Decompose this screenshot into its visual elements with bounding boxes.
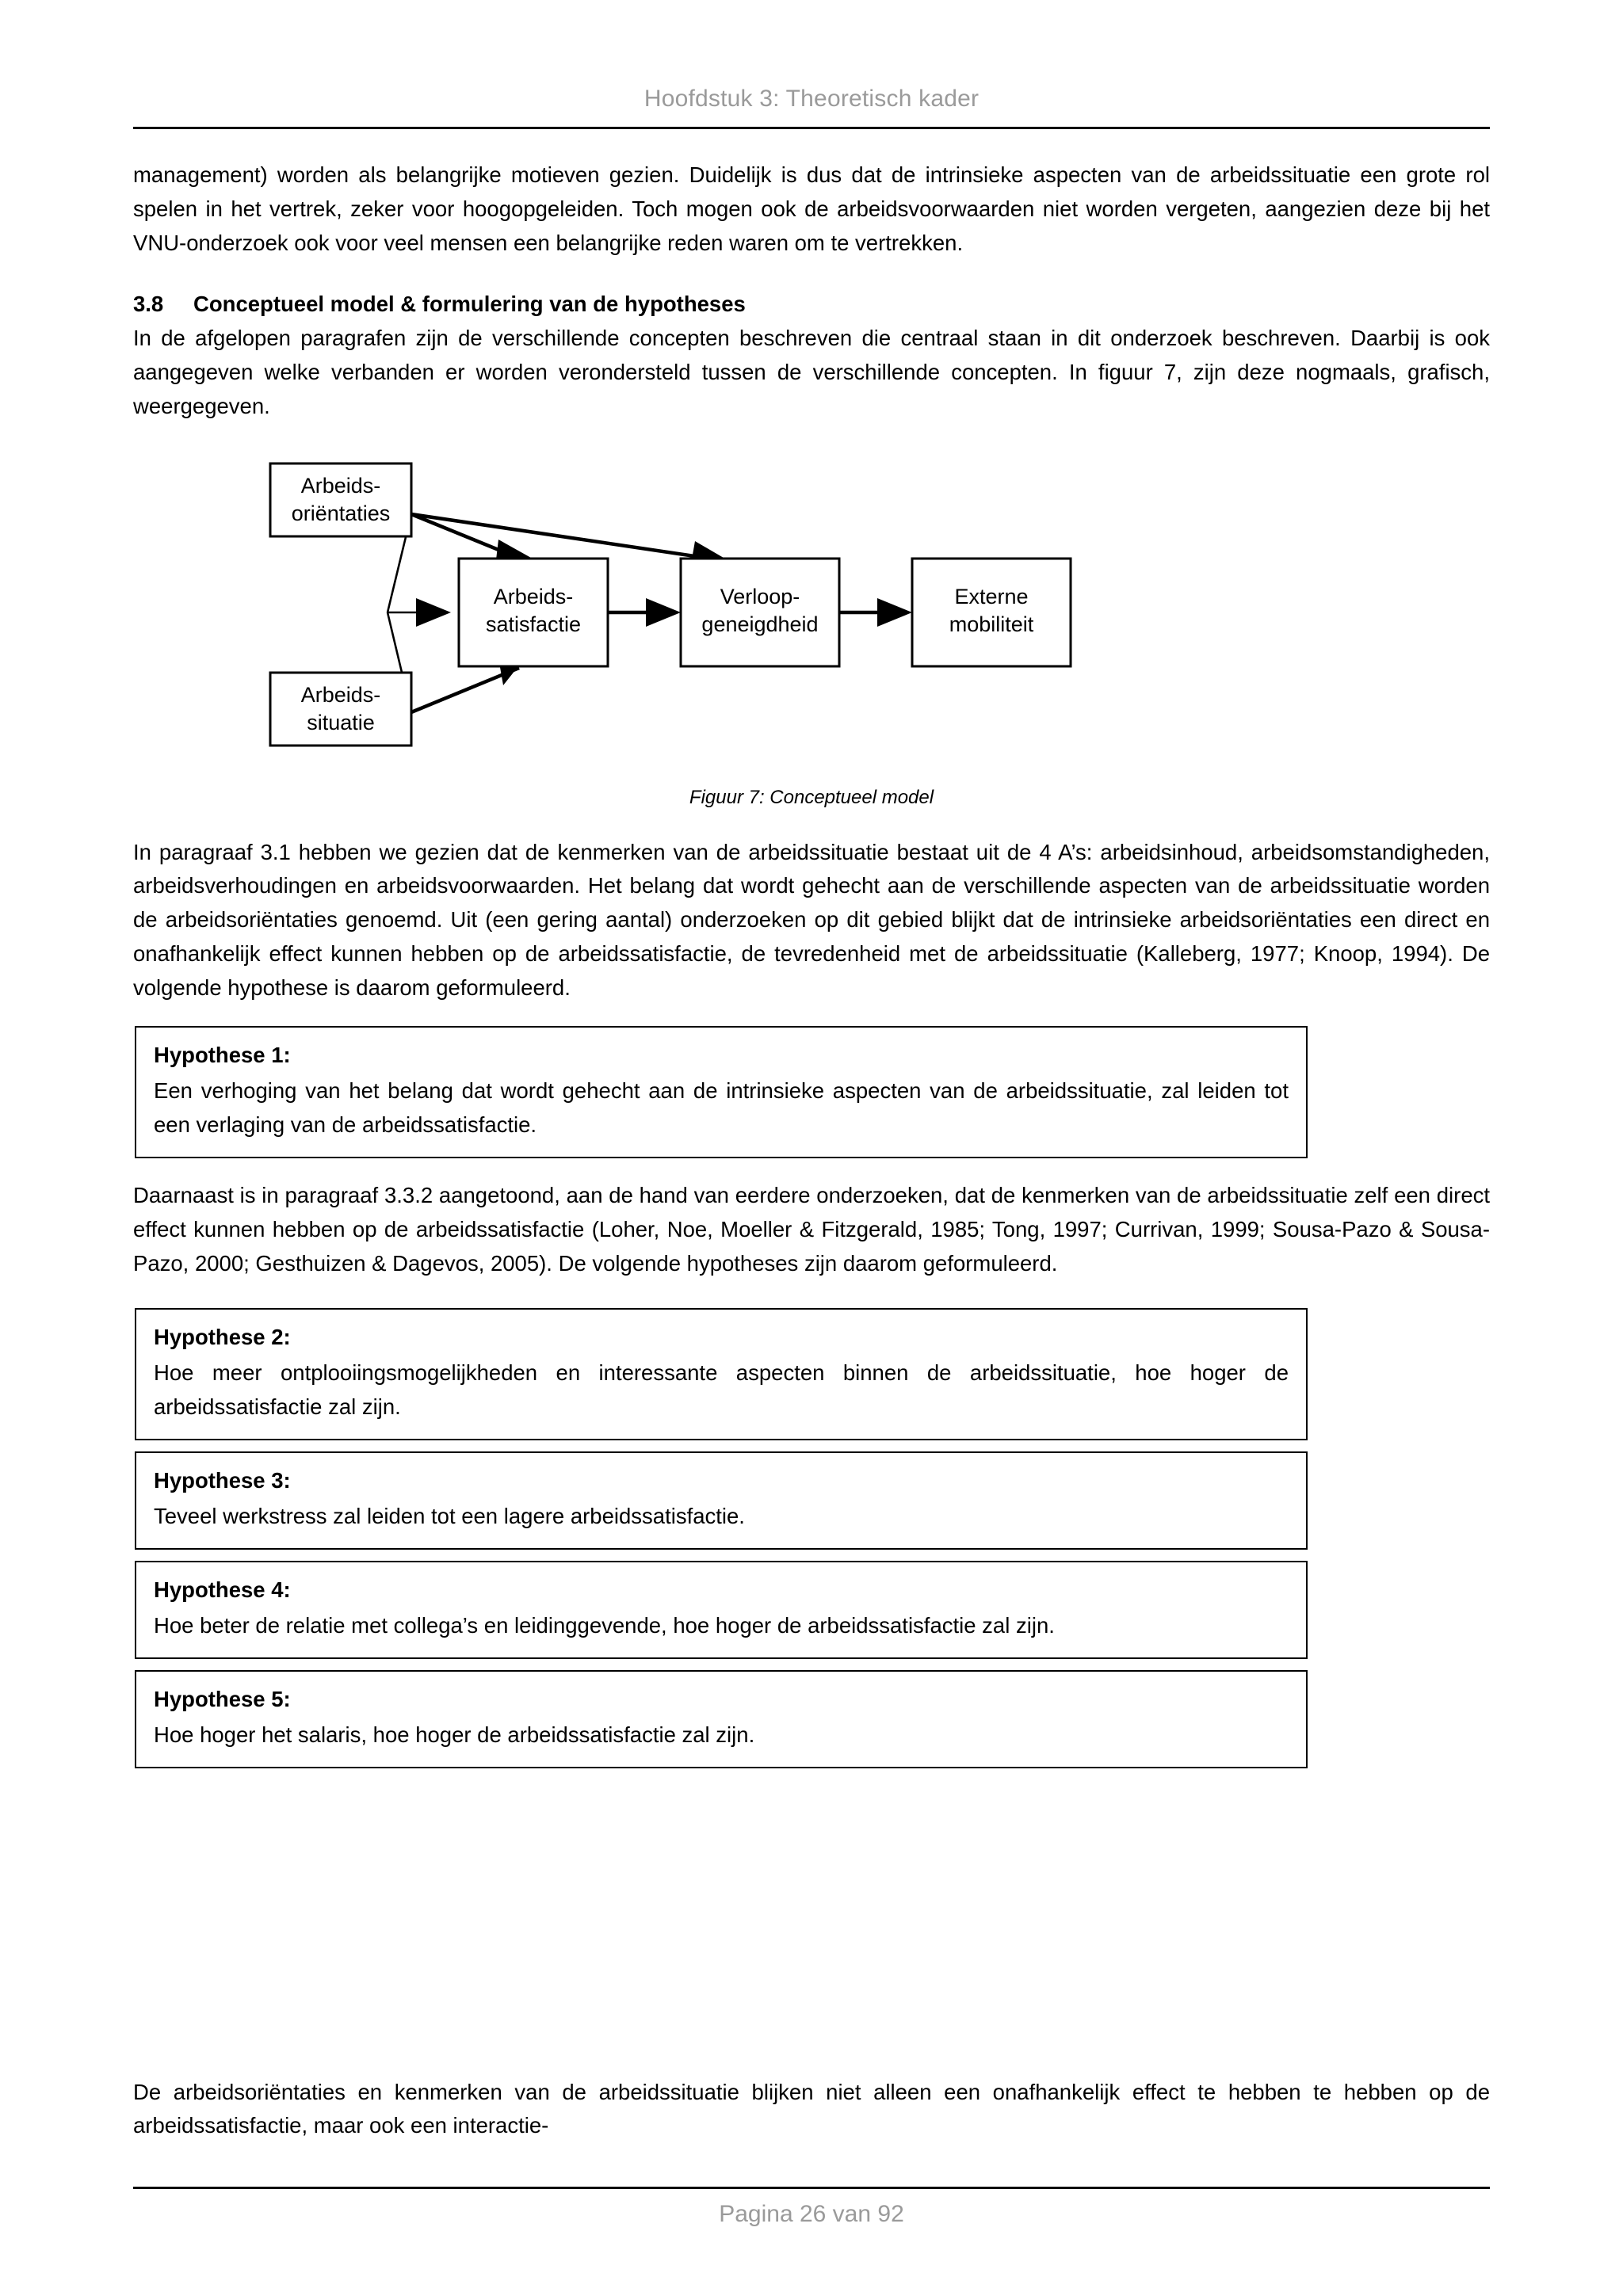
node-verloopgeneigdheid-line1: Verloop-	[720, 584, 800, 608]
section-title: Conceptueel model & formulering van de hypotheses	[193, 291, 746, 316]
hypothesis-4-text: Hoe beter de relatie met collega’s en leidinggevende, hoe hoger de arbeidssatisfactie zal zijn.	[154, 1613, 1055, 1638]
figure-7	[133, 457, 1490, 809]
hypothesis-2-title: Hypothese 2:	[154, 1324, 291, 1349]
figure-caption: Figuur 7: Conceptueel model	[689, 786, 934, 808]
node-externe-mobiliteit-line1: Externe	[954, 584, 1029, 608]
paragraph-intro: management) worden als belangrijke motieven gezien. Duidelijk is dus dat de intrinsieke aspecten van de arbeidssituatie een grote rol spelen in het vertrek, zeker voor hoogopgeleiden. Toch mogen ook de arbeidsvoorwaarden niet worden vergeten, aangezien deze bij het VNU-onderzoek ook voor veel mensen een belangrijke reden waren om te vertrekken.	[133, 162, 1490, 255]
conceptual-model-diagram	[261, 457, 1362, 774]
hypothesis-box-1	[135, 1026, 1308, 1158]
section-heading-3-8	[133, 288, 1490, 320]
hypothesis-box-4	[135, 1561, 1308, 1659]
hypothesis-1-title: Hypothese 1:	[154, 1043, 291, 1068]
node-externe-mobiliteit-line2: mobiliteit	[949, 612, 1034, 636]
hypothesis-3-title: Hypothese 3:	[154, 1467, 291, 1493]
paragraph-interactie: De arbeidsoriëntaties en kenmerken van de arbeidssituatie blijken niet alleen een onafhankelijk effect te hebben te hebben op de arbeidssatisfactie, maar ook een interactie-	[133, 2079, 1490, 2138]
paragraph-daarnaast: Daarnaast is in paragraaf 3.3.2 aangetoond, aan de hand van eerdere onderzoeken, dat de kenmerken van de arbeidssituatie zelf een direct effect kunnen hebben op de arbeidssatisfactie (Loher, Noe, Moeller & Fitzgerald, 1985; Tong, 1997; Currivan, 1999; Sousa-Pazo & Sousa-Pazo, 2000; Gesthuizen & Dagevos, 2005). De volgende hypotheses zijn daarom geformuleerd.	[133, 1183, 1490, 1276]
hypothesis-box-5	[135, 1670, 1308, 1768]
hypothesis-box-2	[135, 1308, 1308, 1440]
header-divider	[133, 127, 1490, 129]
node-verloopgeneigdheid-line2: geneigdheid	[701, 612, 819, 636]
node-arbeidssatisfactie-line2: satisfactie	[485, 612, 582, 636]
hypothesis-box-3	[135, 1451, 1308, 1550]
node-arbeidssatisfactie-line1: Arbeids-	[493, 584, 574, 608]
running-header: Hoofdstuk 3: Theoretisch kader	[643, 86, 980, 112]
hypothesis-4-title: Hypothese 4:	[154, 1577, 291, 1602]
hypothesis-3-text: Teveel werkstress zal leiden tot een lagere arbeidssatisfactie.	[154, 1504, 745, 1529]
section-number: 3.8	[133, 291, 164, 316]
paragraph-paragraaf-3-1: In paragraaf 3.1 hebben we gezien dat de kenmerken van de arbeidssituatie bestaat uit de 4 A’s: arbeidsinhoud, arbeidsomstandigheden, arbeidsverhoudingen en arbeidsvoorwaarden. Het belang dat wordt gehecht aan de verschillende aspecten van de arbeidssituatie worden de arbeidsoriëntaties genoemd. Uit (een gering aantal) onderzoeken op dit gebied blijkt dat de intrinsieke arbeidsoriëntaties een direct en onafhankelijk effect kunnen hebben op de arbeidssatisfactie, de tevredenheid met de arbeidssituatie (Kalleberg, 1977; Knoop, 1994). De volgende hypothese is daarom geformuleerd.	[133, 839, 1490, 1001]
node-arbeidssituatie-line1: Arbeids-	[300, 682, 381, 707]
node-arbeidsorientaties-line1: Arbeids-	[300, 473, 381, 498]
page-number: Pagina 26 van 92	[719, 2201, 904, 2227]
hypothesis-2-text: Hoe meer ontplooiingsmogelijkheden en interessante aspecten binnen de arbeidssituatie, hoe hoger de arbeidssatisfactie zal zijn.	[154, 1360, 1289, 1419]
node-arbeidsorientaties-line2: oriëntaties	[291, 501, 391, 525]
footer-divider	[133, 2187, 1490, 2189]
hypothesis-5-text: Hoe hoger het salaris, hoe hoger de arbeidssatisfactie zal zijn.	[154, 1722, 755, 1748]
hypothesis-1-text: Een verhoging van het belang dat wordt gehecht aan de intrinsieke aspecten van de arbeidssituatie, zal leiden tot een verlaging van de arbeidssatisfactie.	[154, 1078, 1289, 1138]
hypothesis-5-title: Hypothese 5:	[154, 1687, 291, 1712]
node-arbeidssituatie-line2: situatie	[307, 710, 375, 734]
paragraph-conceptueel-model: In de afgelopen paragrafen zijn de verschillende concepten beschreven die centraal staan in dit onderzoek beschreven. Daarbij is ook aangegeven welke verbanden er worden verondersteld tussen de verschillende concepten. In figuur 7, zijn deze nogmaals, grafisch, weergegeven.	[133, 325, 1490, 418]
page-content	[133, 158, 1490, 1768]
